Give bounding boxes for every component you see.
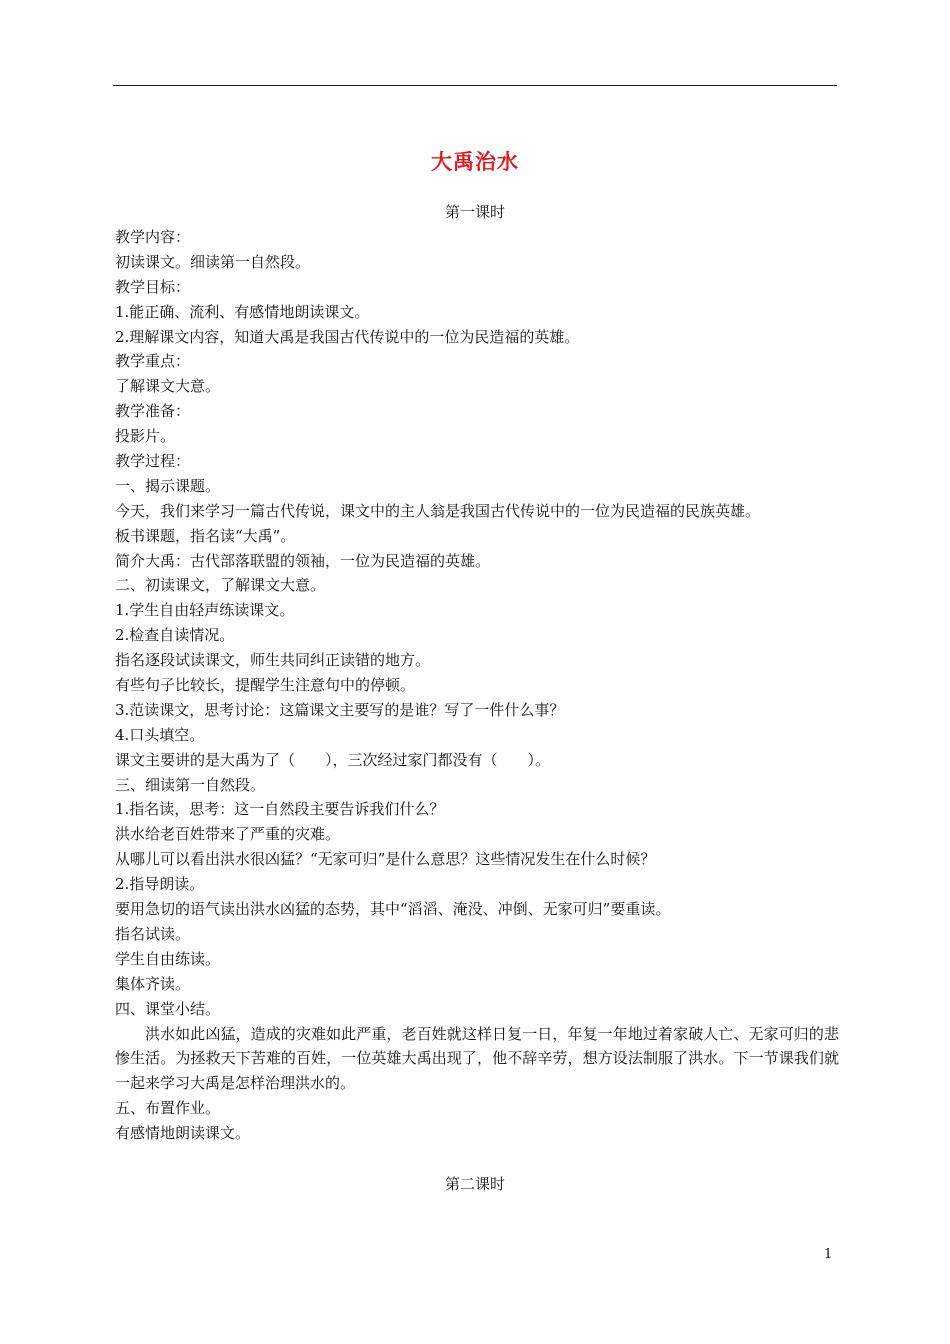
body-line: 1.指名读，思考：这一自然段主要告诉我们什么？ [115,800,445,819]
summary-paragraph: 洪水如此凶猛，造成的灾难如此严重，老百姓就这样日复一日，年复一年地过着家破人亡、无家可归的悲惨生活。为拯救天下苦难的百姓，一位英雄大禹出现了，他不辞辛劳，想方设法制服了洪水。下一节课我们就一起来学习大禹是怎样治理洪水的。 [115,1024,839,1093]
body-line: 五、布置作业。 [115,1099,221,1118]
body-line: 有感情地朗读课文。 [115,1124,251,1143]
body-line: 指名试读。 [115,924,191,943]
body-line: 板书课题，指名读“大禹”。 [115,526,296,545]
body-line: 指名逐段试读课文，师生共同纠正读错的地方。 [115,651,431,670]
body-line: 教学内容： [115,228,191,246]
body-line: 1.能正确、流利、有感情地朗读课文。 [115,302,370,321]
body-line: 课文主要讲的是大禹为了（ ），三次经过家门都没有（ ）。 [115,750,551,769]
body-line: 要用急切的语气读出洪水凶猛的态势，其中“滔滔、淹没、冲倒、无家可归”要重读。 [115,900,671,919]
page-number: 1 [824,1247,833,1262]
body-line: 投影片。 [115,427,176,446]
document-body [115,225,839,1146]
lesson-1-heading: 第一课时 [444,203,505,221]
body-line: 二、初读课文，了解课文大意。 [115,576,326,595]
body-line: 简介大禹：古代部落联盟的领袖，一位为民造福的英雄。 [115,551,491,570]
body-line: 今天，我们来学习一篇古代传说，课文中的主人翁是我国古代传说中的一位为民造福的民族英雄。 [115,501,761,520]
body-line: 教学准备： [115,402,191,421]
body-line: 学生自由练读。 [115,949,221,968]
body-line: 四、课堂小结。 [115,999,221,1018]
body-line: 有些句子比较长，提醒学生注意句中的停顿。 [115,676,416,695]
body-line: 2.指导朗读。 [115,875,205,894]
body-line: 从哪儿可以看出洪水很凶猛？“无家可归”是什么意思？这些情况发生在什么时候？ [115,850,656,869]
body-line: 三、细读第一自然段。 [115,775,266,794]
body-line: 教学过程： [115,452,191,471]
document-title: 大禹治水 [431,149,519,174]
body-line: 洪水给老百姓带来了严重的灾难。 [115,825,341,844]
body-line: 集体齐读。 [115,974,191,993]
body-line: 4.口头填空。 [115,725,205,744]
body-line: 初读课文。细读第一自然段。 [115,252,311,271]
body-line: 了解课文大意。 [115,377,221,396]
header-rule [113,85,837,86]
body-line: 2.检查自读情况。 [115,626,235,645]
lesson-2-heading: 第二课时 [444,1175,505,1193]
body-line: 一、揭示课题。 [115,476,221,495]
body-line: 1.学生自由轻声练读课文。 [115,601,295,620]
body-line: 2.理解课文内容，知道大禹是我国古代传说中的一位为民造福的英雄。 [115,327,580,346]
body-line: 教学目标： [115,277,191,296]
body-line: 3.范读课文，思考讨论：这篇课文主要写的是谁？写了一件什么事？ [115,700,565,719]
body-line: 教学重点： [115,352,191,371]
